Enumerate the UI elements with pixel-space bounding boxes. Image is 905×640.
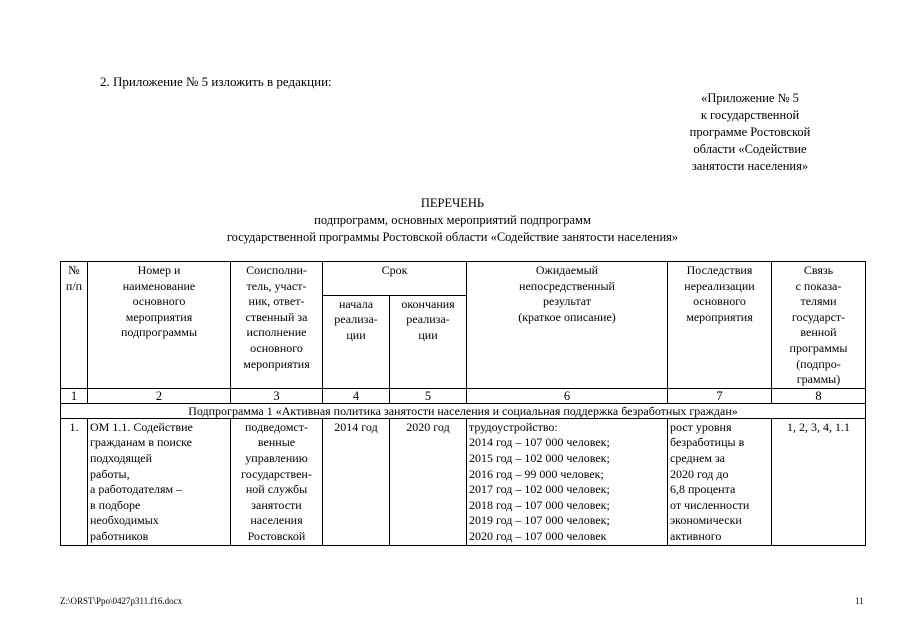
- header-text: наименование: [122, 278, 196, 293]
- footer-file-path: Z:\ORST\Ppo\0427p311.f16.docx: [60, 596, 183, 606]
- column-number: 5: [390, 388, 467, 403]
- header-text: реализа-: [406, 312, 450, 327]
- header-text: с показа-: [795, 278, 842, 293]
- cell-text: 2020 год – 107 000 человек: [469, 528, 607, 543]
- row-link: [772, 418, 866, 545]
- title-line: государственной программы Ростовской области «Содействие занятости населения»: [226, 230, 679, 244]
- document-title: [0, 195, 905, 246]
- cell-text: 1.: [69, 419, 79, 434]
- header-text: венной: [800, 325, 837, 340]
- footer-page-number: 11: [855, 596, 864, 606]
- subprogram-row: [61, 403, 866, 418]
- subprogram-text: Подпрограмма 1 «Активная политика занятости населения и социальная поддержка безработных граждан»: [188, 403, 738, 418]
- header-text: п/п: [65, 278, 83, 293]
- cell-text: 1, 2, 3, 4, 1.1: [787, 419, 850, 434]
- column-number: 6: [467, 388, 668, 403]
- header-text: тель, участ-: [246, 278, 307, 293]
- header-text: непосредственный: [519, 278, 615, 293]
- cell-text: 2019 год – 107 000 человек;: [469, 513, 610, 528]
- header-consequences: [668, 262, 772, 389]
- header-text: ции: [418, 327, 438, 342]
- header-text: начала: [338, 296, 374, 311]
- appendix-line: области «Содействие: [693, 142, 807, 156]
- header-text: нереализации: [684, 278, 755, 293]
- header-name: [88, 262, 231, 389]
- cell-text: безработицы в: [670, 435, 745, 450]
- cell-text: 2014 год: [334, 419, 378, 434]
- cell-text: в подборе: [90, 497, 141, 512]
- header-text: (краткое описание): [518, 309, 616, 324]
- row-end: [390, 418, 467, 545]
- cell-text: среднем за: [670, 450, 726, 465]
- cell-text: экономически: [670, 513, 742, 528]
- cell-text: 2020 год до: [670, 466, 729, 481]
- header-text: ственный за: [245, 309, 308, 324]
- header-row: [61, 262, 866, 296]
- cell-text: населения: [250, 513, 303, 528]
- cell-text: управлению: [245, 450, 308, 465]
- header-text: мероприятия: [243, 356, 310, 371]
- row-result: [467, 418, 668, 545]
- row-start: [323, 418, 390, 545]
- header-link: [772, 262, 866, 389]
- cell-text: 2015 год – 102 000 человек;: [469, 450, 610, 465]
- cell-text: 2020 год: [406, 419, 450, 434]
- cell-text: Ростовской: [247, 528, 306, 543]
- header-text: подпрограммы: [120, 325, 198, 340]
- cell-text: а работодателям –: [90, 482, 183, 497]
- row-executor: [231, 418, 323, 545]
- header-term: [323, 262, 467, 296]
- cell-text: 2018 год – 107 000 человек;: [469, 497, 610, 512]
- cell-text: 6,8 процента: [670, 482, 736, 497]
- header-text: реализа-: [334, 312, 378, 327]
- row-consequences: [668, 418, 772, 545]
- header-start: [323, 295, 390, 388]
- header-text: №: [68, 263, 80, 277]
- cell-text: ОМ 1.1. Содействие: [90, 419, 193, 434]
- measures-table: [60, 261, 866, 546]
- row-num: [61, 418, 88, 545]
- header-text: мероприятия: [125, 309, 193, 324]
- header-end: [390, 295, 467, 388]
- column-number: 1: [61, 388, 88, 403]
- column-numbers-row: [61, 388, 866, 403]
- header-text: Соисполни-: [246, 263, 307, 277]
- header-text: граммы): [796, 372, 841, 387]
- header-text: телями: [800, 294, 837, 309]
- row-name: [88, 418, 231, 545]
- header-text: результат: [542, 294, 592, 309]
- appendix-line: занятости населения»: [691, 159, 809, 173]
- header-text: основного: [693, 294, 746, 309]
- table-row: [61, 418, 866, 545]
- cell-text: занятости: [251, 497, 302, 512]
- column-number: 3: [231, 388, 323, 403]
- header-num: [61, 262, 88, 389]
- header-text: исполнение: [246, 325, 307, 340]
- appendix-line: «Приложение № 5: [701, 91, 799, 105]
- header-text: ник, ответ-: [248, 294, 305, 309]
- cell-text: работы,: [90, 466, 130, 481]
- cell-text: от численности: [670, 497, 750, 512]
- title-line: подпрограмм, основных мероприятий подпрограмм: [314, 213, 591, 227]
- cell-text: 2017 год – 102 000 человек;: [469, 482, 610, 497]
- cell-text: рост уровня: [670, 419, 732, 434]
- header-text: основного: [250, 340, 303, 355]
- column-number: 7: [668, 388, 772, 403]
- header-text: окончания: [401, 296, 455, 311]
- appendix-line: к государственной: [700, 108, 800, 122]
- cell-text: подведомст-: [245, 419, 308, 434]
- header-text: программы: [789, 340, 848, 355]
- cell-text: гражданам в поиске: [90, 435, 193, 450]
- header-result: [467, 262, 668, 389]
- cell-text: государствен-: [241, 466, 312, 481]
- header-text: Номер и: [137, 263, 181, 277]
- cell-text: ной службы: [245, 482, 308, 497]
- header-text: Связь: [803, 263, 834, 277]
- cell-text: работников: [90, 528, 149, 543]
- header-text: Ожидаемый: [535, 263, 599, 277]
- intro-text: 2. Приложение № 5 изложить в редакции:: [100, 74, 332, 89]
- header-text: мероприятия: [686, 309, 753, 324]
- cell-text: венные: [257, 435, 296, 450]
- cell-text: необходимых: [90, 513, 159, 528]
- header-text: (подпро-: [796, 356, 841, 371]
- header-executor: [231, 262, 323, 389]
- cell-text: 2016 год – 99 000 человек;: [469, 466, 604, 481]
- header-text: Последствия: [686, 263, 753, 277]
- cell-text: подходящей: [90, 450, 152, 465]
- header-text: государст-: [791, 309, 846, 324]
- column-number: 8: [772, 388, 866, 403]
- title-heading: ПЕРЕЧЕНЬ: [420, 196, 485, 210]
- header-text: Срок: [381, 263, 408, 277]
- cell-text: 2014 год – 107 000 человек;: [469, 435, 610, 450]
- column-number: 4: [323, 388, 390, 403]
- appendix-line: программе Ростовской: [689, 125, 811, 139]
- header-text: основного: [132, 294, 186, 309]
- header-text: ции: [346, 327, 366, 342]
- subprogram-title: [61, 403, 866, 418]
- appendix-header: [640, 90, 860, 175]
- cell-text: активного: [670, 528, 722, 543]
- cell-text: трудоустройство:: [469, 419, 558, 434]
- column-number: 2: [88, 388, 231, 403]
